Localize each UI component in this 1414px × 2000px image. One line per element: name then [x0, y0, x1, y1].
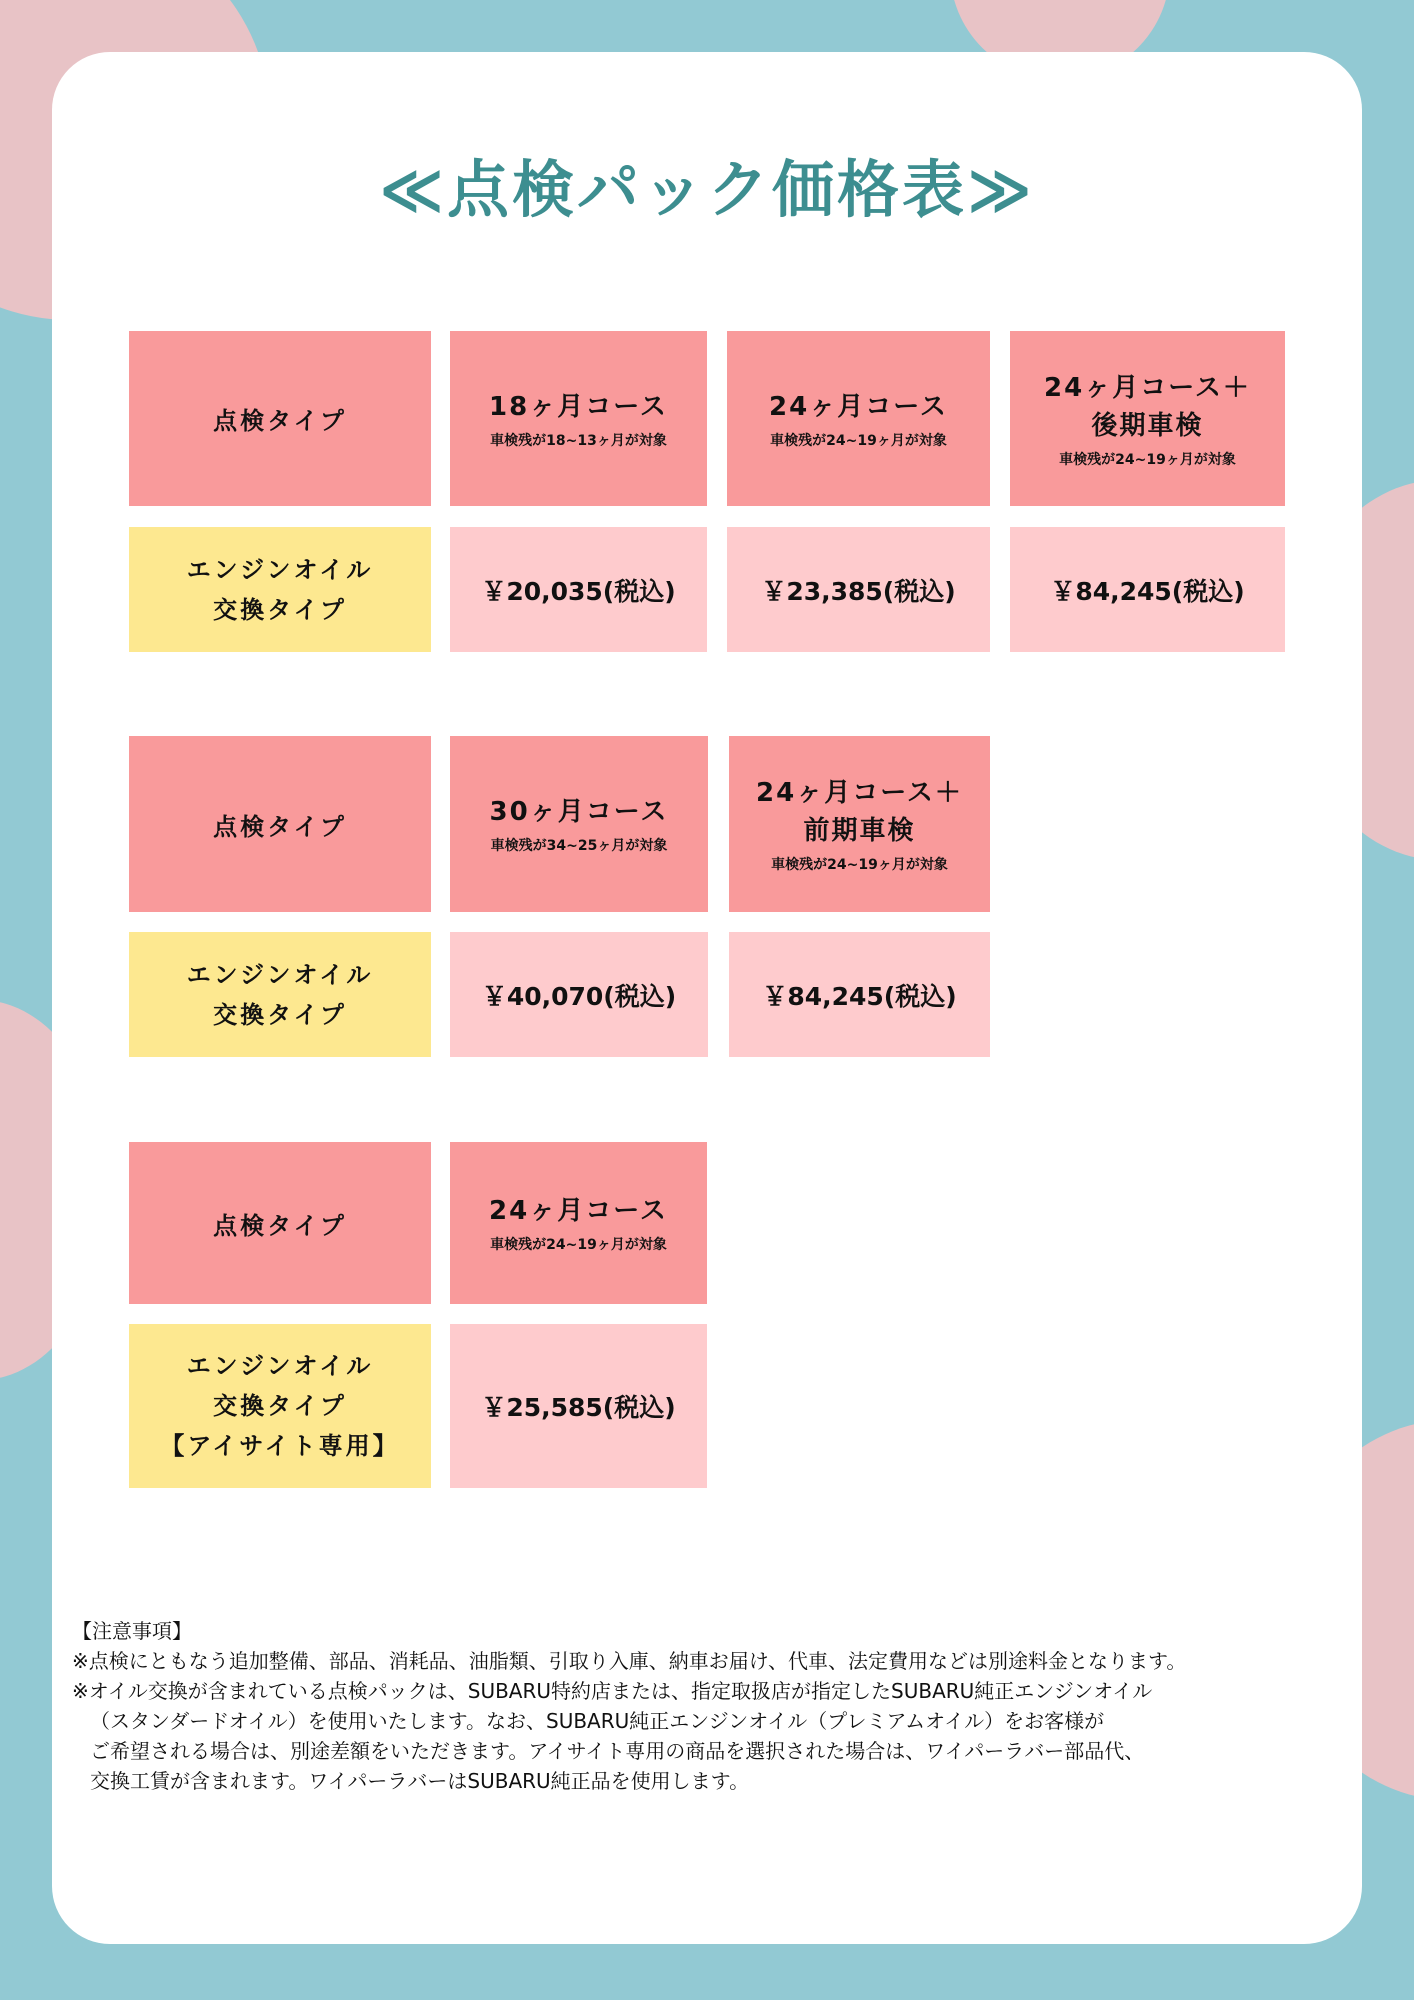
course-subtitle: 車検残が24~19ヶ月が対象: [771, 857, 948, 873]
course-subtitle: 車検残が18~13ヶ月が対象: [490, 432, 667, 449]
note-line: （スタンダードオイル）を使用いたします。なお、SUBARU純正エンジンオイル（プレミアムオイル）をお客様が: [90, 1709, 1105, 1733]
course-title: 24ヶ月コース＋ 前期車検: [756, 778, 963, 846]
notes-section: [72, 1616, 1362, 1796]
inspection-type-label: 点検タイプ: [129, 331, 431, 506]
course-subtitle: 車検残が24~19ヶ月が対象: [1059, 451, 1236, 468]
course-title: 30ヶ月コース: [489, 797, 669, 827]
note-line: ご希望される場合は、別途差額をいただきます。アイサイト専用の商品を選択された場合は、ワイパーラバー部品代、: [90, 1739, 1145, 1763]
note-line: ※点検にともなう追加整備、部品、消耗品、油脂類、引取り入庫、納車お届け、代車、法定費用などは別途料金となります。: [72, 1649, 1187, 1673]
price-cell: ￥23,385(税込): [727, 527, 990, 652]
course-header-24-month: [727, 331, 990, 506]
inspection-type-label: 点検タイプ: [129, 736, 431, 912]
price-cell: ￥84,245(税込): [1010, 527, 1285, 652]
course-header-24-month-late-shaken: [1010, 331, 1285, 506]
course-header-18-month: [450, 331, 707, 506]
price-cell: ￥20,035(税込): [450, 527, 707, 652]
course-subtitle: 車検残が24~19ヶ月が対象: [770, 432, 947, 449]
course-subtitle: 車検残が34~25ヶ月が対象: [490, 838, 668, 854]
price-cell: ￥25,585(税込): [450, 1324, 707, 1488]
notes-heading: 【注意事項】: [72, 1619, 192, 1643]
oil-change-type-label: エンジンオイル 交換タイプ: [129, 527, 431, 652]
course-header-24-month-early-shaken: [729, 736, 990, 912]
course-header-30-month: [450, 736, 708, 912]
course-header-24-month-eyesight: [450, 1142, 707, 1304]
course-subtitle: 車検残が24~19ヶ月が対象: [490, 1237, 667, 1253]
oil-change-eyesight-type-label: エンジンオイル 交換タイプ 【アイサイト専用】: [129, 1324, 431, 1488]
course-title: 18ヶ月コース: [489, 391, 668, 422]
note-line: 交換工賃が含まれます。ワイパーラバーはSUBARU純正品を使用します。: [90, 1769, 750, 1793]
price-cell: ￥40,070(税込): [450, 932, 708, 1057]
note-line: ※オイル交換が含まれている点検パックは、SUBARU特約店または、指定取扱店が指定したSUBARU純正エンジンオイル: [72, 1679, 1153, 1703]
course-title: 24ヶ月コース: [769, 391, 948, 422]
oil-change-type-label: エンジンオイル 交換タイプ: [129, 932, 431, 1057]
page-title: ≪点検パック価格表≫: [379, 153, 1035, 226]
course-title: 24ヶ月コース: [489, 1196, 668, 1226]
inspection-type-label: 点検タイプ: [129, 1142, 431, 1304]
price-cell: ￥84,245(税込): [729, 932, 990, 1057]
course-title: 24ヶ月コース＋ 後期車検: [1044, 372, 1251, 441]
